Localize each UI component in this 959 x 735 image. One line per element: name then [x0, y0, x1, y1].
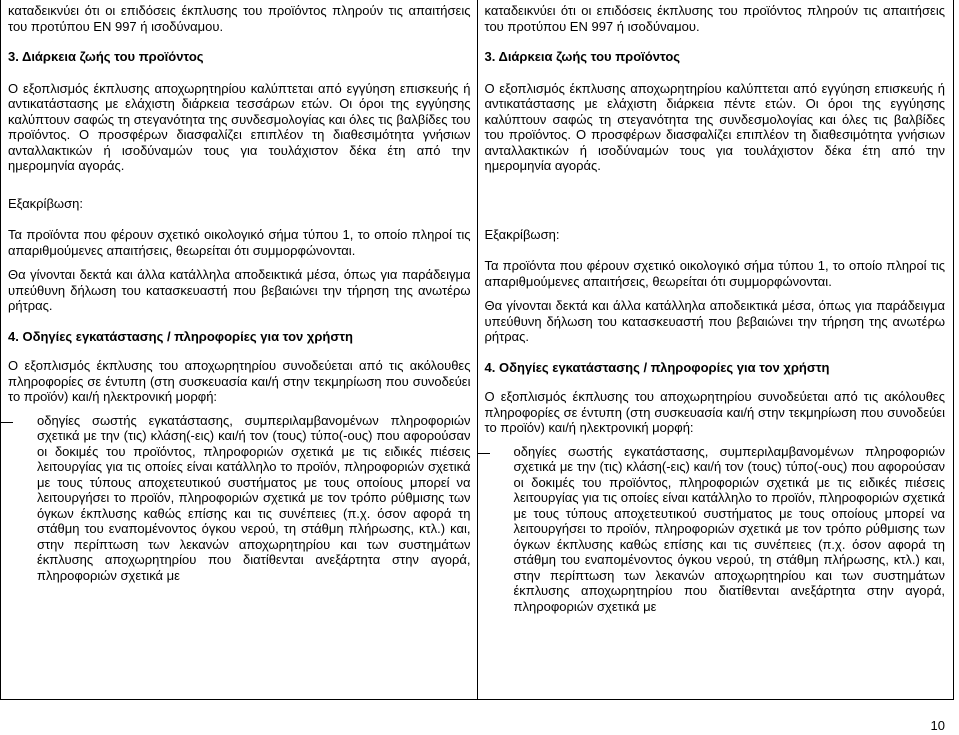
intro-text: καταδεικνύει ότι οι επιδόσεις έκπλυσης του προϊόντος πληρούν τις απαιτήσεις του προτύπου EN 997 ή ισοδύναμου.	[484, 3, 945, 34]
section-4-heading: 4. Οδηγίες εγκατάστασης / πληροφορίες για τον χρήστη	[8, 328, 354, 344]
section-3-paragraph: Ο εξοπλισμός έκπλυσης αποχωρητηρίου καλύπτεται από εγγύηση επισκευής ή αντικατάστασης με ελάχιστη διάρκεια πέντε ετών. Οι όροι της εγγύησης καλύπτουν σαφώς τη στεγανότητα της συνδεσμολογίας και όλες τις βαλβίδες του προϊόντος. Ο προσφέρων διασφαλίζει επιπλέον τη διαθεσιμότητα γνήσιων ανταλλακτικών ή ισοδύναμών τους για τουλάχιστον δέκα έτη από την ημερομηνία αγοράς.	[484, 80, 945, 173]
verification-paragraph-2: Θα γίνονται δεκτά και άλλα κατάλληλα αποδεικτικά μέσα, όπως για παράδειγμα υπεύθυνη δήλωση του κατασκευαστή που βεβαιώνει την τήρηση της ανωτέρω ρήτρας.	[8, 267, 471, 313]
section-4-paragraph: Ο εξοπλισμός έκπλυσης του αποχωρητηρίου συνοδεύεται από τις ακόλουθες πληροφορίες σε έντυπη (στη συσκευασία και/ή στην τεκμηρίωση που συνοδεύει το προϊόν) και/ή ηλεκτρονική μορφή:	[484, 389, 945, 435]
verification-label: Εξακρίβωση:	[8, 195, 83, 211]
section-3-paragraph: Ο εξοπλισμός έκπλυσης αποχωρητηρίου καλύπτεται από εγγύηση επισκευής ή αντικατάστασης με ελάχιστη διάρκεια τεσσάρων ετών. Οι όροι της εγγύησης καλύπτουν σαφώς τη στεγανότητα της συνδεσμολογίας και όλες τις βαλβίδες του προϊόντος. Ο προσφέρων διασφαλίζει επιπλέον τη διαθεσιμότητα γνήσιων ανταλλακτικών ή ισοδύναμών τους για τουλάχιστον δέκα έτη από την ημερομηνία αγοράς.	[8, 80, 471, 173]
section-3-heading: 3. Διάρκεια ζωής του προϊόντος	[484, 49, 681, 64]
right-column	[478, 0, 954, 699]
section-4-heading: 4. Οδηγίες εγκατάστασης / πληροφορίες για τον χρήστη	[484, 359, 830, 375]
verification-label: Εξακρίβωση:	[484, 226, 560, 242]
verification-paragraph-1: Τα προϊόντα που φέρουν σχετικό οικολογικό σήμα τύπου 1, το οποίο πληροί τις απαριθμούμενες απαιτήσεις, θεωρείται ότι συμμορφώνονται.	[484, 258, 945, 289]
page-number: 10	[930, 718, 945, 733]
verification-paragraph-1: Τα προϊόντα που φέρουν σχετικό οικολογικό σήμα τύπου 1, το οποίο πληροί τις απαριθμούμενες απαιτήσεις, θεωρείται ότι συμμορφώνονται.	[8, 227, 471, 258]
section-4-paragraph: Ο εξοπλισμός έκπλυσης του αποχωρητηρίου συνοδεύεται από τις ακόλουθες πληροφορίες σε έντυπη (στη συσκευασία και/ή στην τεκμηρίωση που συνοδεύει το προϊόν) και/ή ηλεκτρονική μορφή:	[8, 358, 471, 404]
list-item: οδηγίες σωστής εγκατάστασης, συμπεριλαμβανομένων πληροφοριών σχετικά με την (τις) κλάση(-εις) και/ή τον (τους) τύπο(-ους) που αφορούσαν οι δοκιμές του προϊόντος, πληροφοριών σχετικά με τις ειδικές πιέσεις λειτουργίας για τις οποίες είναι κατάλληλο το προϊόν, πληροφοριών σχετικά με τους τύπους αποχετευτικού συστήματος με τους οποίους μπορεί να λειτουργήσει το προϊόν, πληροφοριών σχετικά με τον τρόπο ρύθμισης των όγκων έκπλυσης καθώς επίσης και τις συνέπειες (π.χ. όσον αφορά τη στάθμη του εναπομένοντος όγκου νερού, τη στάθμη πλήρωσης, κτλ.) και, στην περίπτωση των λεκανών αποχωρητηρίου και των συστημάτων έκπλυσης αποχωρητηρίου που διατίθενται ανεξάρτητα στην αγορά, πληροφοριών σχετικά με	[8, 413, 471, 584]
left-column	[1, 0, 478, 699]
section-3-heading: 3. Διάρκεια ζωής του προϊόντος	[8, 49, 204, 64]
verification-paragraph-2: Θα γίνονται δεκτά και άλλα κατάλληλα αποδεικτικά μέσα, όπως για παράδειγμα υπεύθυνη δήλωση του κατασκευαστή που βεβαιώνει την τήρηση της ανωτέρω ρήτρας.	[484, 298, 945, 344]
list-item: οδηγίες σωστής εγκατάστασης, συμπεριλαμβανομένων πληροφοριών σχετικά με την (τις) κλάση(-εις) και/ή τον (τους) τύπο(-ους) που αφορούσαν οι δοκιμές του προϊόντος, πληροφοριών σχετικά με τις ειδικές πιέσεις λειτουργίας για τις οποίες είναι κατάλληλο το προϊόν, πληροφοριών σχετικά με τους τύπους αποχετευτικού συστήματος με τους οποίους μπορεί να λειτουργήσει το προϊόν, πληροφοριών σχετικά με τον τρόπο ρύθμισης των όγκων έκπλυσης καθώς επίσης και τις συνέπειες (π.χ. όσον αφορά τη στάθμη του εναπομένοντος όγκου νερού, τη στάθμη πλήρωσης, κτλ.) και, στην περίπτωση των λεκανών αποχωρητηρίου και των συστημάτων έκπλυσης αποχωρητηρίου που διατίθενται ανεξάρτητα στην αγορά, πληροφοριών σχετικά με	[485, 444, 946, 615]
intro-text: καταδεικνύει ότι οι επιδόσεις έκπλυσης του προϊόντος πληρούν τις απαιτήσεις του προτύπου EN 997 ή ισοδύναμου.	[8, 3, 471, 34]
